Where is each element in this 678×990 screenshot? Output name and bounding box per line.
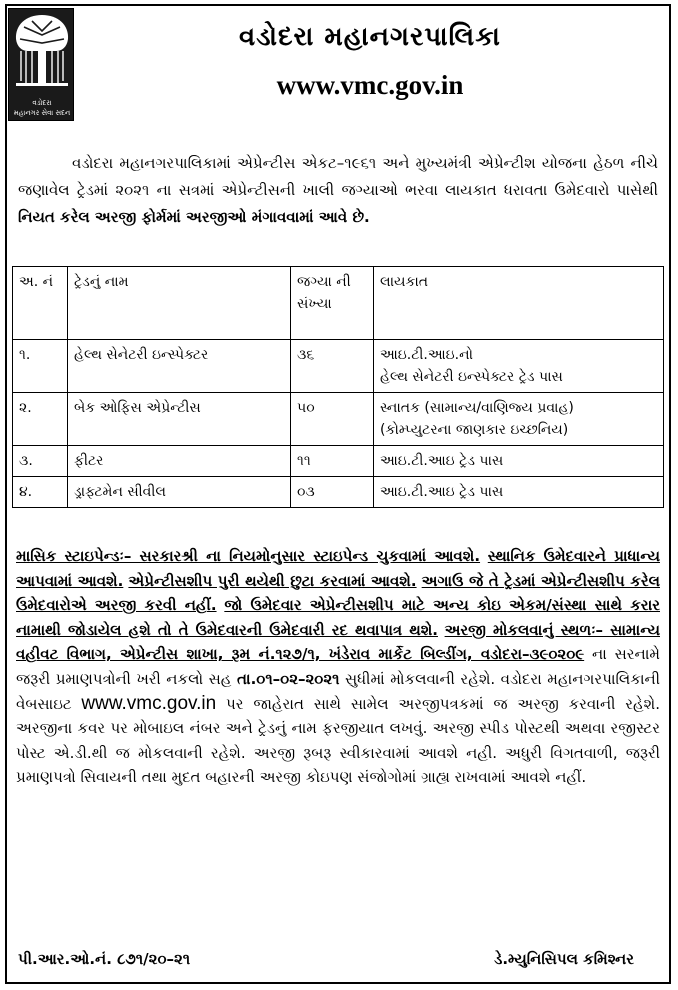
intro-paragraph (18, 150, 658, 231)
qual-line: સ્નાતક (સામાન્ય/વાણિજ્ય પ્રવાહ) (380, 400, 574, 416)
row-no: ૧. (13, 340, 68, 393)
row-posts: ૧૧ (291, 446, 374, 477)
pro-reference-number: પી.આર.ઓ.નં. ૮૭૧/૨૦–૨૧ (18, 950, 191, 968)
relieve-text: એપ્રેન્ટીસશીપ પુરી થયેથી છુટા કરવામાં આવશે. (128, 571, 417, 590)
website-link[interactable]: www.vmc.gov.in (81, 692, 217, 714)
row-qualification (374, 340, 664, 393)
documents-text: ના સરનામે જરૂરી પ્રમાણપત્રોની ખરી નકલો સહ (16, 645, 660, 688)
deadline-tail-text: સુધીમાં મોકલવાની રહેશે. વડોદરા મહાનગરપાલિકાની વેબસાઇટ (16, 669, 660, 713)
table-row (13, 340, 664, 393)
table-row (13, 477, 664, 508)
table-header-row (13, 267, 664, 340)
header-no: અ. નં (13, 267, 68, 340)
prior-apprentice-text: અગાઉ જે તે ટ્રેડમાં એપ્રેન્ટીસશીપ કરેલ ઉમેદવારોએ અરજી કરવી નહીં. (16, 571, 660, 615)
row-posts: ૫૦ (291, 393, 374, 446)
intro-text: વડોદરા મહાનગરપાલિકામાં એપ્રેન્ટીસ એકટ–૧૯૬૧ અને મુખ્યમંત્રી એપ્રેન્ટીશ યોજના હેઠળ નીચે જણાવેલ ટ્રેડમાં ૨૦૨૧ ના સત્રમાં એપ્રેન્ટીસની ખાલી જગ્યાઓ ભરવા લાયકાત ધરાવતા ઉમેદવારો પાસેથી (18, 154, 658, 199)
header-qualification: લાયકાત (374, 267, 664, 340)
row-qualification: આઇ.ટી.આઇ ટ્રેડ પાસ (374, 477, 664, 508)
page-title: વડોદરા મહાનગરપાલિકા (239, 22, 501, 52)
row-posts: ૩૬ (291, 340, 374, 393)
row-qualification: આઇ.ટી.આઇ ટ્રેડ પાસ (374, 446, 664, 477)
qual-line: (કોમ્પ્યુટરના જાણકાર ઇચ્છનિય) (380, 422, 569, 438)
vmc-logo (8, 8, 74, 121)
signatory: ડે.મ્યુનિસિપલ કમિશ્નર (494, 950, 634, 968)
table-row (13, 446, 664, 477)
trades-table (12, 266, 664, 508)
logo-caption-line2: મહાનગર સેવા સદન (13, 109, 71, 117)
row-trade: ડ્રાફ્ટમેન સીવીલ (68, 477, 291, 508)
banyan-tree-icon (12, 13, 72, 91)
intro-text-bold: નિયત કરેલ અરજી ફોર્મમાં અરજીઓ મંગાવવામાં આવે છે. (18, 208, 370, 226)
header-website: www.vmc.gov.in (276, 70, 464, 100)
instructions-text: પર જાહેરાત સાથે સામેલ અરજીપત્રકમાં જ અરજી કરવાની રહેશે. અરજીના કવર પર મોબાઇલ નંબર અને ટ્રેડનું નામ ફરજીયાત લખવું. અરજી સ્પીડ પોસ્ટથી અથવા રજીસ્ટર પોસ્ટ એ.ડી.થી જ મોકલવાની રહેશે. અરજી રૂબરૂ સ્વીકારવામાં આવશે નહી. અધુરી વિગતવાળી, જરૂરી પ્રમાણપત્રો સિવાયની તથા મુદત બહારની અરજી કોઇપણ સંજોગોમાં ગ્રાહ્ય રાખવામાં આવશે નહીં. (16, 694, 660, 787)
row-trade: ફીટર (68, 446, 291, 477)
qual-line: હેલ્થ સેનેટરી ઇન્સ્પેક્ટર ટ્રેડ પાસ (380, 369, 563, 385)
terms-paragraph (16, 544, 660, 790)
row-no: ૨. (13, 393, 68, 446)
row-trade: હેલ્થ સેનેટરી ઇન્સ્પેક્ટર (68, 340, 291, 393)
stipend-text: માસિક સ્ટાઇપેન્ડઃ– સરકારશ્રી ના નિયમોનુસાર સ્ટાઇપેન્ડ ચુકવામાં આવશે. (16, 547, 481, 565)
header-trade: ટ્રેડનું નામ (68, 267, 291, 340)
row-no: ૩. (13, 446, 68, 477)
logo-caption-line1: વડોદરા (32, 99, 52, 107)
application-place-text: અરજી મોકલવાનું સ્થળઃ– સામાન્ય વહીવટ વિભાગ, એપ્રેન્ટીસ શાખા, રૂમ નં.૧૨૭/૧, ખંડેરાવ માર્કેટ બિલ્ડીંગ, વડોદરા–૩૯૦૨૦૯ (16, 620, 660, 664)
row-trade: બેક ઓફિસ એપ્રેન્ટીસ (68, 393, 291, 446)
row-no: ૪. (13, 477, 68, 508)
table-row (13, 393, 664, 446)
header-posts: જગ્યા ની સંખ્યા (291, 267, 374, 340)
contract-text: જો ઉમેદવાર એપ્રેન્ટીસશીપ માટે અન્ય કોઇ એકમ/સંસ્થા સાથે કરાર નામાથી જોડાયેલ હશે તો તે ઉમેદવારની ઉમેદવારી રદ થવાપાત્ર થશે. (16, 596, 660, 639)
local-preference-text: સ્થાનિક ઉમેદવારને પ્રાધાન્ય આપવામાં આવશે. (16, 547, 660, 590)
deadline-date: તા.૦૧–૦૨–૨૦૨૧ (236, 669, 340, 688)
row-posts: ૦૩ (291, 477, 374, 508)
qual-line: આઇ.ટી.આઇ.નો (380, 347, 474, 363)
row-qualification (374, 393, 664, 446)
